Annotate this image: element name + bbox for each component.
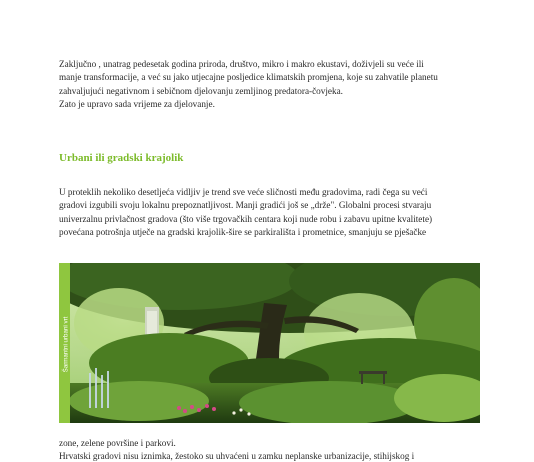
intro-line: Zato je upravo sada vrijeme za djelovanje. (59, 99, 215, 110)
intro-line: zahvaljujući negativnom i sebičnom djelovanju zemljinog predatora-čovjeka. (59, 85, 343, 96)
photo-caption-strip (59, 263, 70, 423)
section-line: gradovi izgubili svoju lokalnu prepoznatljivost. Manji gradići još se „drže". Globalni procesi stvaraju (59, 200, 432, 211)
section-line: U proteklih nekoliko desetljeća vidljiv je trend sve veće sličnosti među gradovima, radi čega su veći (59, 187, 428, 197)
intro-paragraph (59, 58, 477, 112)
intro-line: manje transformacije, a već su jako utjecajne posljedice klimatskih promjena, koje su zahvatile planetu (59, 72, 438, 83)
photo-caption: Šarmantni urbani vrt (62, 316, 70, 373)
intro-line: Zaključno , unatrag pedesetak godina priroda, društvo, mikro i makro ekustavi, doživjeli su veće ili (59, 59, 424, 69)
section-paragraph (59, 186, 477, 240)
section-line: univerzalnu privlačnost gradova (što više trgovačkih centara koji nude robu i zabavu upitne kvalitete) (59, 213, 433, 224)
garden-illustration (59, 263, 480, 423)
garden-photo (59, 263, 480, 423)
section-heading: Urbani ili gradski krajolik (59, 152, 184, 164)
continuation-line: zone, zelene površine i parkovi. (59, 438, 176, 448)
continuation-paragraph (59, 437, 477, 462)
section-line: povećana potrošnja utječe na gradski krajolik-šire se parkirališta i prometnice, smanjuju se pješačke (59, 227, 427, 238)
continuation-line: Hrvatski gradovi nisu iznimka, žestoko su uhvaćeni u zamku neplanske urbanizacije, stihijskog i (59, 451, 415, 462)
